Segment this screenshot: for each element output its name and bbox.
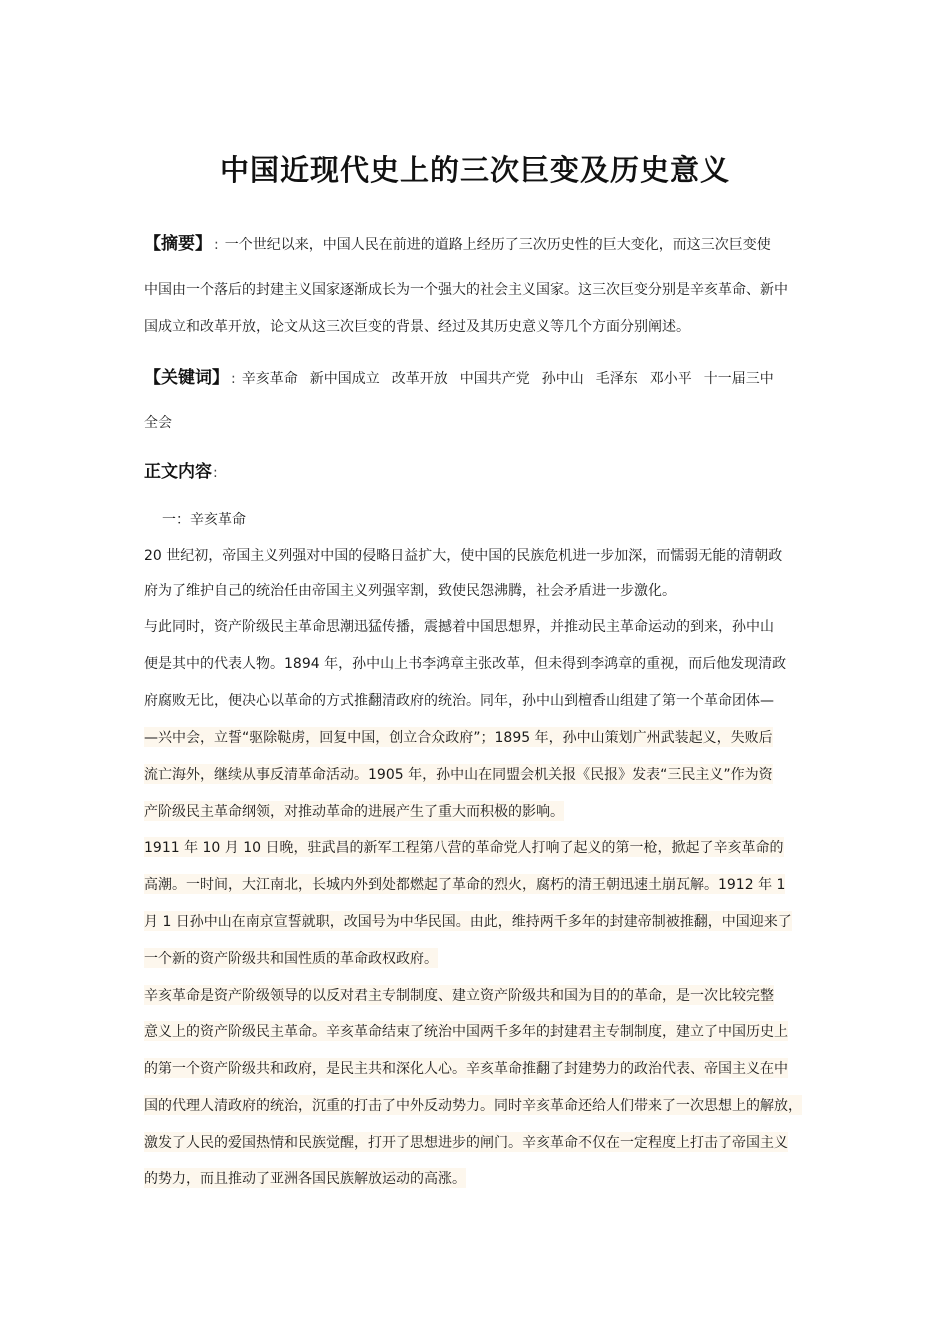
section-1-line: 20 世纪初，帝国主义列强对中国的侵略日益扩大，使中国的民族危机进一步加深，而懦弱无能的清朝政 <box>144 548 783 564</box>
keyword-item: 邓小平 <box>649 371 692 387</box>
section-1-line: 府为了维护自己的统治任由帝国主义列强宰割，致使民怨沸腾，社会矛盾进一步激化。 <box>144 583 676 599</box>
page-title: 中国近现代史上的三次巨变及历史意义 <box>219 153 730 187</box>
keywords-colon: : <box>231 371 236 387</box>
section-1-heading: 一：辛亥革命 <box>162 512 246 528</box>
section-1-line: 高潮。一时间，大江南北，长城内外到处都燃起了革命的烈火，腐朽的清王朝迅速土崩瓦解。1912 年 1 <box>144 874 785 894</box>
section-1-line: 国的代理人清政府的统治，沉重的打击了中外反动势力。同时辛亥革命还给人们带来了一次思想上的解放， <box>144 1095 802 1115</box>
keyword-item: 孙中山 <box>541 371 584 387</box>
keyword-item: 辛亥革命 <box>241 371 298 387</box>
body-heading-colon: : <box>213 465 218 481</box>
keywords-label: 【关键词】 <box>144 368 229 388</box>
abstract-line-3: 国成立和改革开放，论文从这三次巨变的背景、经过及其历史意义等几个方面分别阐述。 <box>144 319 690 335</box>
abstract-label: 【摘要】 <box>144 234 212 254</box>
body-heading-label: 正文内容 <box>144 462 212 482</box>
section-1-line: 府腐败无比，便决心以革命的方式推翻清政府的统治。同年，孙中山到檀香山组建了第一个革命团体— <box>144 693 774 709</box>
section-1-line: 辛亥革命是资产阶级领导的以反对君主专制制度、建立资产阶级共和国为目的的革命，是一次比较完整 <box>144 985 774 1005</box>
keyword-item: 中国共产党 <box>459 371 530 387</box>
section-1-line: 意义上的资产阶级民主革命。辛亥革命结束了统治中国两千多年的封建君主专制制度，建立了中国历史上 <box>144 1021 788 1041</box>
abstract-text-1: 一个世纪以来，中国人民在前进的道路上经历了三次历史性的巨大变化，而这三次巨变使 <box>224 237 771 253</box>
section-1-line: 便是其中的代表人物。1894 年，孙中山上书李鸿章主张改革，但未得到李鸿章的重视，而后他发现清政 <box>144 656 787 672</box>
keyword-item: 毛泽东 <box>595 371 638 387</box>
section-1-line: 一个新的资产阶级共和国性质的革命政权政府。 <box>144 948 438 968</box>
section-1-line: —兴中会，立誓“驱除鞑虏，回复中国，创立合众政府”；1895 年，孙中山策划广州武装起义，失败后 <box>144 727 773 747</box>
body-heading <box>144 457 224 482</box>
section-1-line: 与此同时，资产阶级民主革命思潮迅猛传播，震撼着中国思想界，并推动民主革命运动的到来，孙中山 <box>144 619 774 635</box>
keyword-item: 新中国成立 <box>309 371 380 387</box>
section-1-line: 产阶级民主革命纲领，对推动革命的进展产生了重大而积极的影响。 <box>144 801 564 821</box>
keywords-continuation: 全会 <box>144 415 172 431</box>
section-1-line: 的势力，而且推动了亚洲各国民族解放运动的高涨。 <box>144 1168 466 1188</box>
section-1-line: 激发了人民的爱国热情和民族觉醒，打开了思想进步的闸门。辛亥革命不仅在一定程度上打击了帝国主义 <box>144 1132 788 1152</box>
keyword-item: 改革开放 <box>391 371 448 387</box>
section-1-line: 1911 年 10 月 10 日晚，驻武昌的新军工程第八营的革命党人打响了起义的第一枪，掀起了辛亥革命的 <box>144 837 784 857</box>
section-1-line: 流亡海外，继续从事反清革命活动。1905 年，孙中山在同盟会机关报《民报》发表“三民主义”作为资 <box>144 764 773 784</box>
abstract-line-2: 中国由一个落后的封建主义国家逐渐成长为一个强大的社会主义国家。这三次巨变分别是辛亥革命、新中 <box>144 282 788 298</box>
section-1-line: 月 1 日孙中山在南京宣誓就职，改国号为中华民国。由此，维持两千多年的封建帝制被推翻，中国迎来了 <box>144 911 792 931</box>
abstract-colon: : <box>214 237 219 253</box>
keywords-line <box>144 363 774 388</box>
abstract-line-1 <box>144 229 771 254</box>
keyword-item: 十一届三中 <box>703 371 774 387</box>
section-1-line: 的第一个资产阶级共和政府，是民主共和深化人心。辛亥革命推翻了封建势力的政治代表、帝国主义在中 <box>144 1058 788 1078</box>
